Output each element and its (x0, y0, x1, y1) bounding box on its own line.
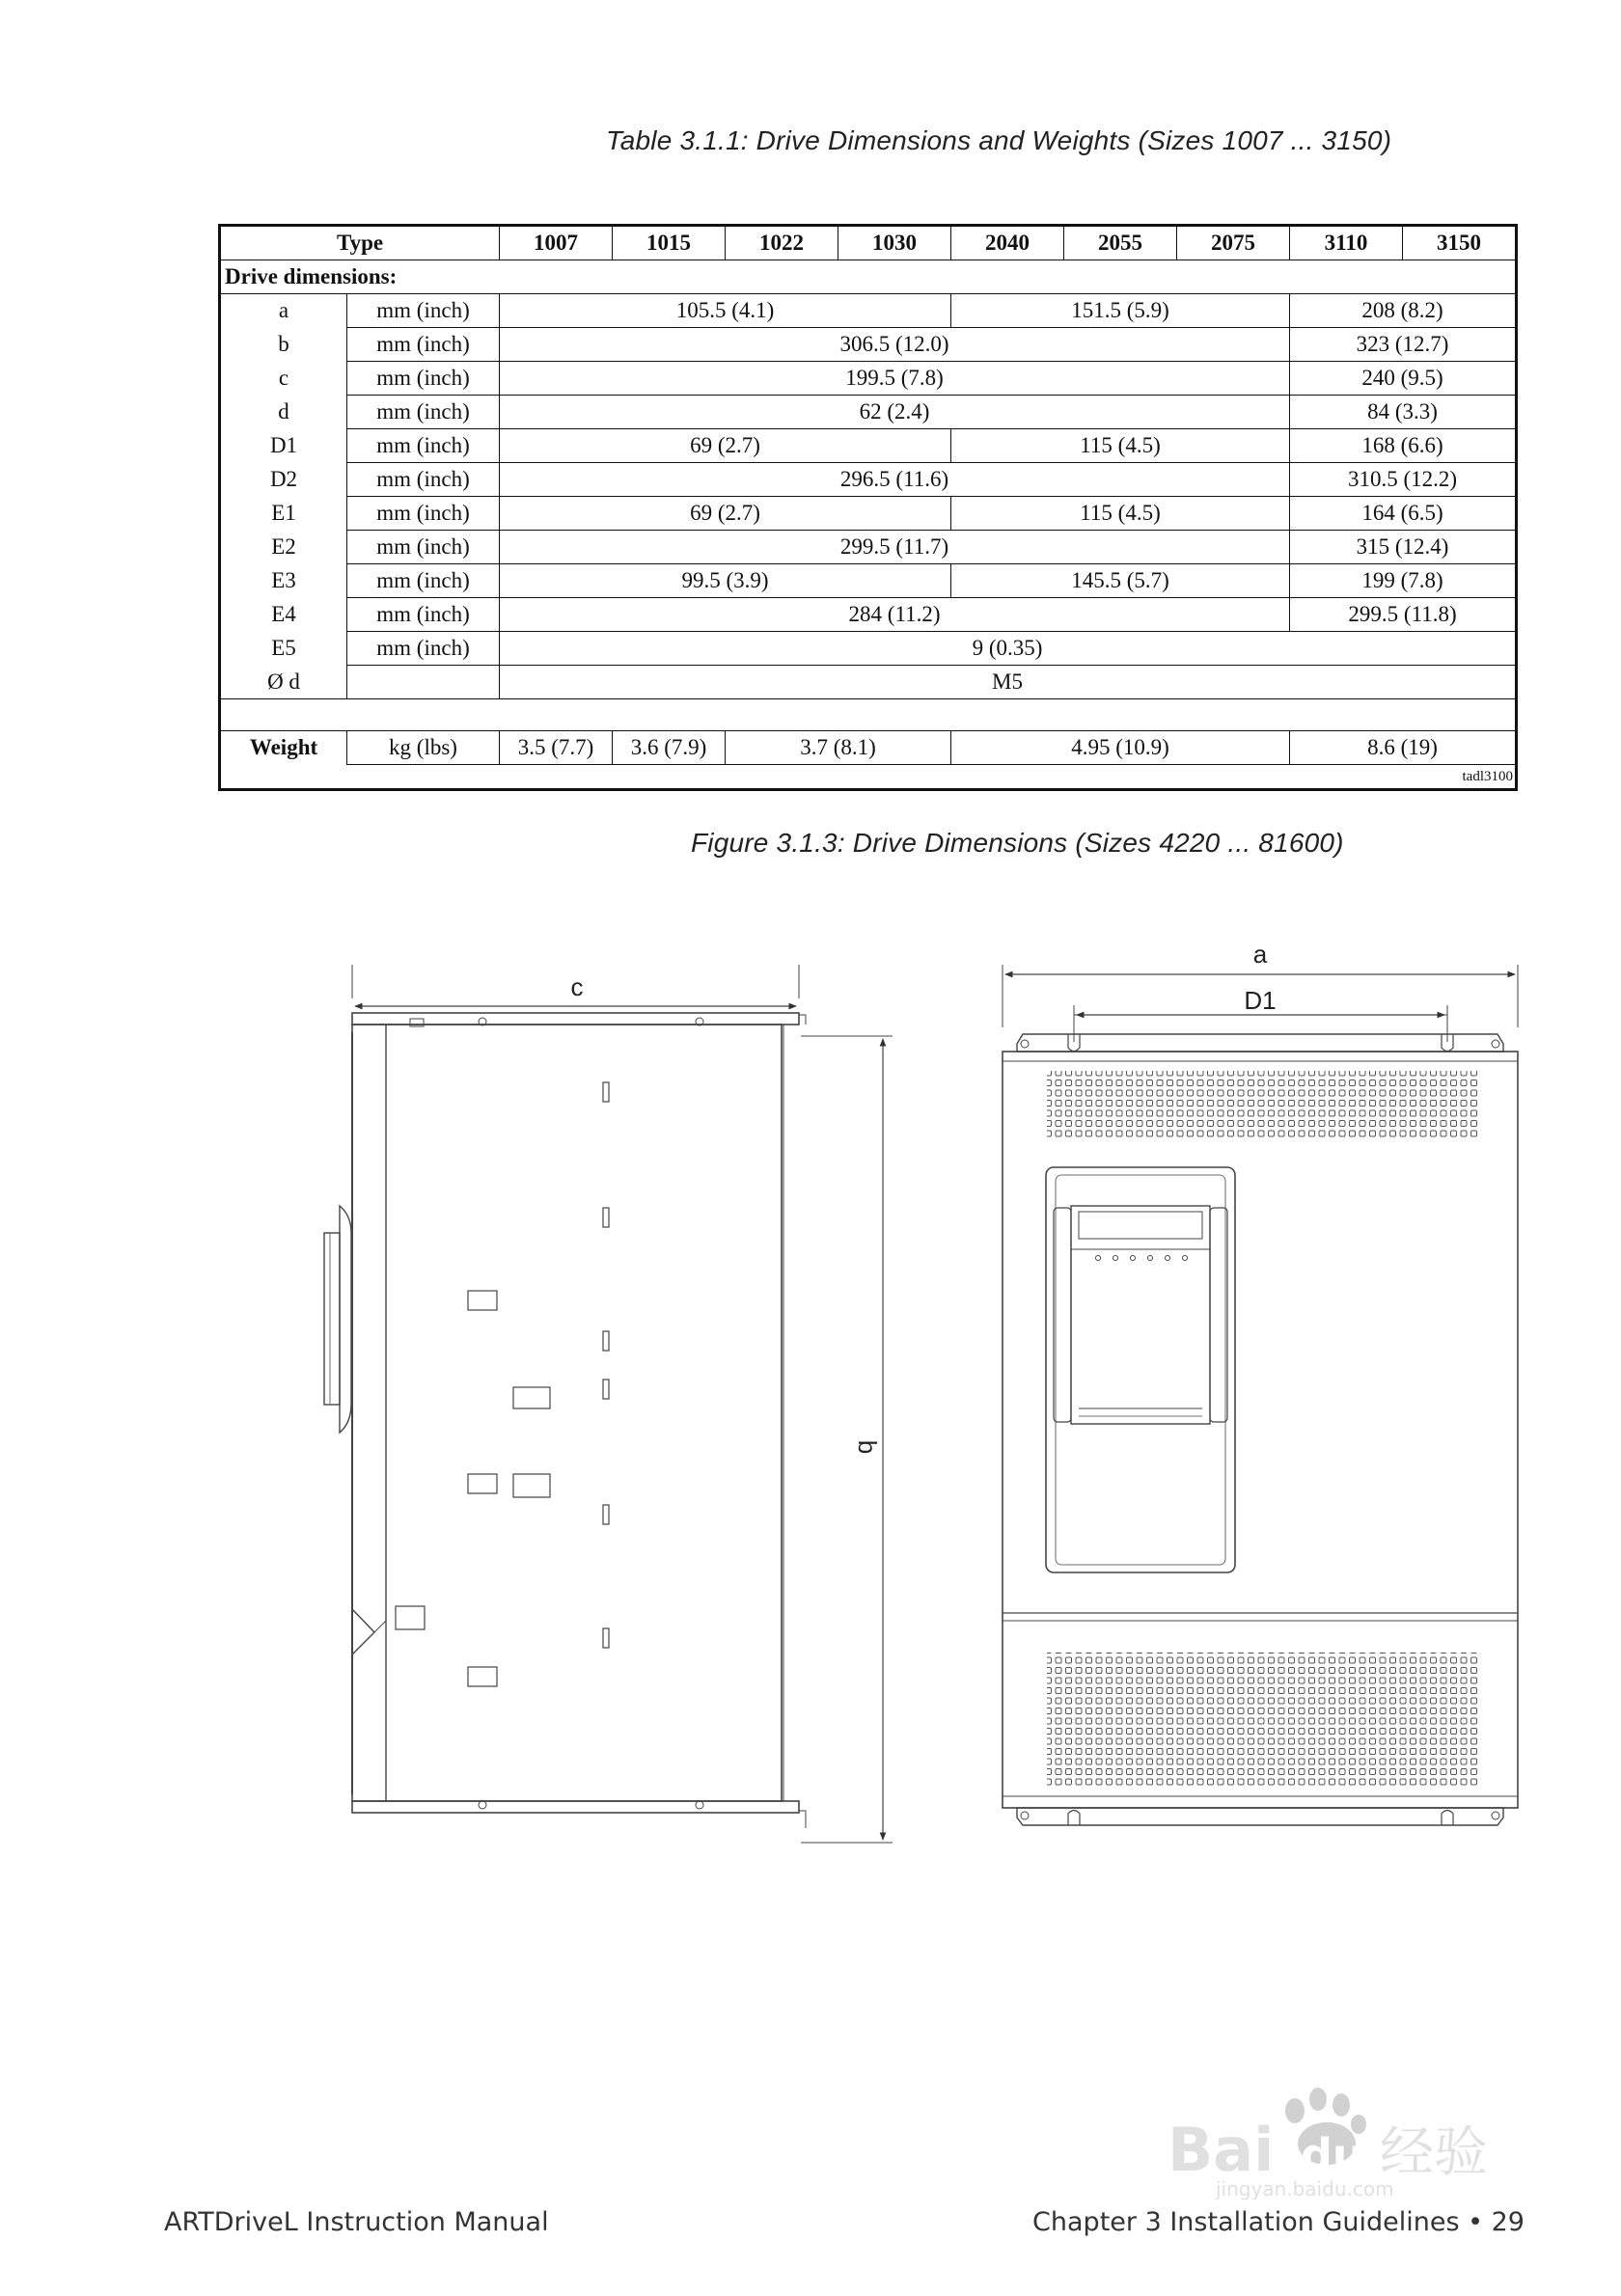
dimension-drawing (0, 926, 1621, 1881)
dimensions-table (218, 224, 1518, 791)
dim-label-c: c (570, 972, 584, 1001)
header-1030: 1030 (838, 226, 951, 260)
dim-label-b: b (853, 1439, 882, 1455)
row-label: D2 (220, 463, 347, 497)
table-row (220, 632, 1517, 666)
value-cell: 145.5 (5.7) (951, 564, 1290, 598)
watermark-brand-du: du (1301, 2129, 1364, 2181)
value-cell: 306.5 (12.0) (500, 328, 1290, 362)
unit-cell: mm (inch) (347, 396, 500, 429)
dim-label-a: a (1252, 940, 1268, 969)
header-2075: 2075 (1177, 226, 1290, 260)
table-row (220, 362, 1517, 396)
value-cell: 299.5 (11.8) (1290, 598, 1517, 632)
header-1015: 1015 (613, 226, 726, 260)
value-cell: 151.5 (5.9) (951, 294, 1290, 328)
watermark-brand: Bai (1168, 2115, 1275, 2185)
table-row (220, 497, 1517, 531)
watermark-logo (1129, 2074, 1534, 2200)
header-type: Type (220, 226, 500, 260)
footer-chapter-page: Chapter 3 Installation Guidelines • 29 (1032, 2207, 1525, 2237)
row-label: E5 (220, 632, 347, 666)
value-cell: 199 (7.8) (1290, 564, 1517, 598)
side-view (324, 965, 893, 1843)
value-cell: 299.5 (11.7) (500, 531, 1290, 564)
header-3110: 3110 (1290, 226, 1403, 260)
table-row (220, 328, 1517, 362)
row-label: E1 (220, 497, 347, 531)
weight-cell: 8.6 (19) (1290, 731, 1517, 765)
row-label: E4 (220, 598, 347, 632)
unit-cell: mm (inch) (347, 294, 500, 328)
weight-cell: 3.5 (7.7) (500, 731, 613, 765)
value-cell: 9 (0.35) (500, 632, 1517, 666)
value-cell: 115 (4.5) (951, 429, 1290, 463)
table-row (220, 598, 1517, 632)
source-row (220, 765, 1517, 790)
header-row (220, 226, 1517, 260)
value-cell: 208 (8.2) (1290, 294, 1517, 328)
value-cell: 105.5 (4.1) (500, 294, 951, 328)
value-cell: 168 (6.6) (1290, 429, 1517, 463)
header-1007: 1007 (500, 226, 613, 260)
unit-cell (347, 666, 500, 699)
row-label: d (220, 396, 347, 429)
value-cell: 164 (6.5) (1290, 497, 1517, 531)
value-cell: 69 (2.7) (500, 429, 951, 463)
weight-label: Weight (220, 731, 347, 765)
value-cell: 240 (9.5) (1290, 362, 1517, 396)
dim-label-d1: D1 (1244, 986, 1277, 1015)
weight-cell: 4.95 (10.9) (951, 731, 1290, 765)
weight-cell: 3.7 (8.1) (726, 731, 951, 765)
source-tag: tadl3100 (1462, 768, 1514, 784)
front-view (1003, 965, 1518, 1825)
row-label: a (220, 294, 347, 328)
unit-cell: mm (inch) (347, 362, 500, 396)
table-row (220, 666, 1517, 699)
value-cell: 69 (2.7) (500, 497, 951, 531)
section-row (220, 260, 1517, 294)
unit-cell: mm (inch) (347, 632, 500, 666)
table-row (220, 564, 1517, 598)
table-caption: Table 3.1.1: Drive Dimensions and Weights (Sizes 1007 ... 3150) (606, 125, 1392, 155)
unit-cell: mm (inch) (347, 564, 500, 598)
value-cell: 310.5 (12.2) (1290, 463, 1517, 497)
row-label: D1 (220, 429, 347, 463)
row-label: E2 (220, 531, 347, 564)
table-row (220, 294, 1517, 328)
table-row (220, 396, 1517, 429)
unit-cell: mm (inch) (347, 328, 500, 362)
row-label: c (220, 362, 347, 396)
row-label: Ø d (220, 666, 347, 699)
value-cell: 284 (11.2) (500, 598, 1290, 632)
value-cell: 99.5 (3.9) (500, 564, 951, 598)
row-label: E3 (220, 564, 347, 598)
value-cell: 62 (2.4) (500, 396, 1290, 429)
section-label: Drive dimensions: (220, 260, 1517, 294)
value-cell: 315 (12.4) (1290, 531, 1517, 564)
unit-cell: mm (inch) (347, 429, 500, 463)
header-2040: 2040 (951, 226, 1064, 260)
weight-unit: kg (lbs) (347, 731, 500, 765)
table-row (220, 429, 1517, 463)
footer-manual-title: ARTDriveL Instruction Manual (164, 2207, 549, 2237)
unit-cell: mm (inch) (347, 531, 500, 564)
header-3150: 3150 (1403, 226, 1517, 260)
watermark-url: jingyan.baidu.com (1216, 2177, 1394, 2200)
value-cell: 296.5 (11.6) (500, 463, 1290, 497)
value-cell: 115 (4.5) (951, 497, 1290, 531)
spacer-row (220, 699, 1517, 731)
row-label: b (220, 328, 347, 362)
figure-caption: Figure 3.1.3: Drive Dimensions (Sizes 4220 ... 81600) (691, 828, 1344, 858)
weight-row (220, 731, 1517, 765)
value-cell: 323 (12.7) (1290, 328, 1517, 362)
header-1022: 1022 (726, 226, 838, 260)
unit-cell: mm (inch) (347, 598, 500, 632)
table-row (220, 463, 1517, 497)
value-cell: 84 (3.3) (1290, 396, 1517, 429)
value-cell: 199.5 (7.8) (500, 362, 1290, 396)
value-cell: M5 (500, 666, 1517, 699)
weight-cell: 3.6 (7.9) (613, 731, 726, 765)
unit-cell: mm (inch) (347, 463, 500, 497)
spacer-cell (220, 699, 1517, 731)
table-row (220, 531, 1517, 564)
header-2055: 2055 (1064, 226, 1177, 260)
watermark-cn: 经验 (1380, 2121, 1488, 2184)
unit-cell: mm (inch) (347, 497, 500, 531)
